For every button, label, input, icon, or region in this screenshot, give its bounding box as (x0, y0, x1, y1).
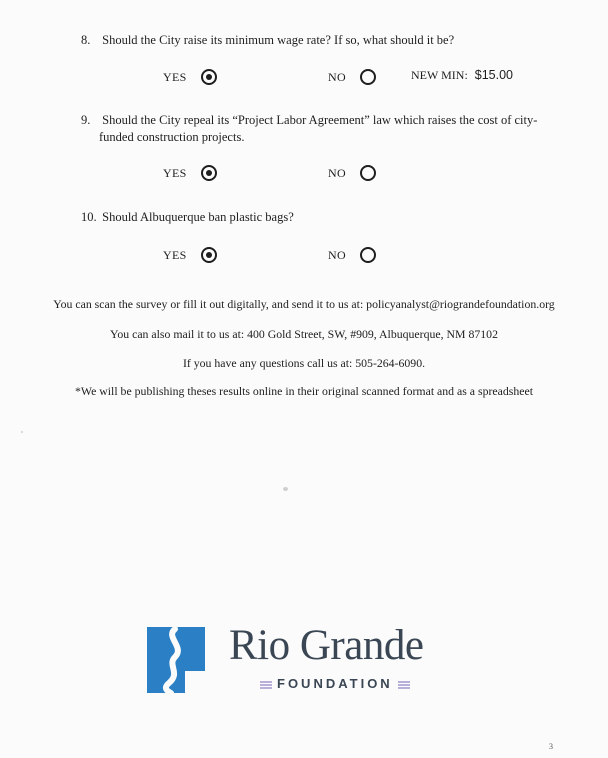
new-min-value[interactable]: $15.00 (474, 68, 514, 82)
right-bars-icon (398, 680, 410, 690)
question-text: Should the City repeal its “Project Labor Agreement” law which raises the cost of city- (102, 113, 538, 127)
yes-label: YES (163, 247, 187, 262)
yes-option-8[interactable] (163, 69, 217, 85)
question-10 (81, 209, 294, 226)
mail-instructions: You can also mail it to us at: 400 Gold Street, SW, #909, Albuquerque, NM 87102 (110, 327, 498, 341)
no-label: NO (328, 247, 346, 262)
question-number: 10. (81, 210, 97, 224)
question-number: 8. (81, 33, 91, 47)
question-8 (81, 32, 454, 49)
new-min-field[interactable] (411, 68, 513, 83)
yes-label: YES (163, 165, 187, 180)
question-text-continued: funded construction projects. (99, 130, 245, 144)
radio-selected-icon[interactable] (201, 69, 217, 85)
logo-name: Rio Grande (229, 622, 424, 669)
question-number: 9. (81, 113, 91, 127)
no-option-9[interactable] (328, 165, 376, 181)
rio-grande-logo (145, 622, 445, 700)
logo-subtitle (255, 676, 415, 691)
yes-option-10[interactable] (163, 247, 217, 263)
question-text: Should Albuquerque ban plastic bags? (102, 210, 294, 224)
page-number: 3 (549, 742, 553, 751)
scan-instructions: You can scan the survey or fill it out digitally, and send it to us at: policyanalyst@riograndefoundation.org (53, 297, 555, 311)
radio-empty-icon[interactable] (360, 247, 376, 263)
no-label: NO (328, 165, 346, 180)
question-9 (81, 112, 537, 146)
no-option-8[interactable] (328, 69, 376, 85)
no-option-10[interactable] (328, 247, 376, 263)
yes-label: YES (163, 69, 187, 84)
radio-selected-icon[interactable] (201, 247, 217, 263)
logo-sub-text: FOUNDATION (277, 676, 393, 691)
left-bars-icon (260, 680, 272, 690)
radio-selected-icon[interactable] (201, 165, 217, 181)
question-text: Should the City raise its minimum wage rate? If so, what should it be? (102, 33, 455, 47)
radio-empty-icon[interactable] (360, 165, 376, 181)
radio-empty-icon[interactable] (360, 69, 376, 85)
publish-note: *We will be publishing theses results online in their original scanned format and as a spreadsheet (74, 384, 534, 398)
phone-instructions: If you have any questions call us at: 505-264-6090. (182, 356, 426, 370)
yes-option-9[interactable] (163, 165, 217, 181)
scan-speck (283, 487, 288, 491)
scan-speck (21, 431, 23, 433)
river-map-icon (145, 625, 207, 695)
new-min-label: NEW MIN: (411, 68, 468, 82)
no-label: NO (328, 69, 346, 84)
